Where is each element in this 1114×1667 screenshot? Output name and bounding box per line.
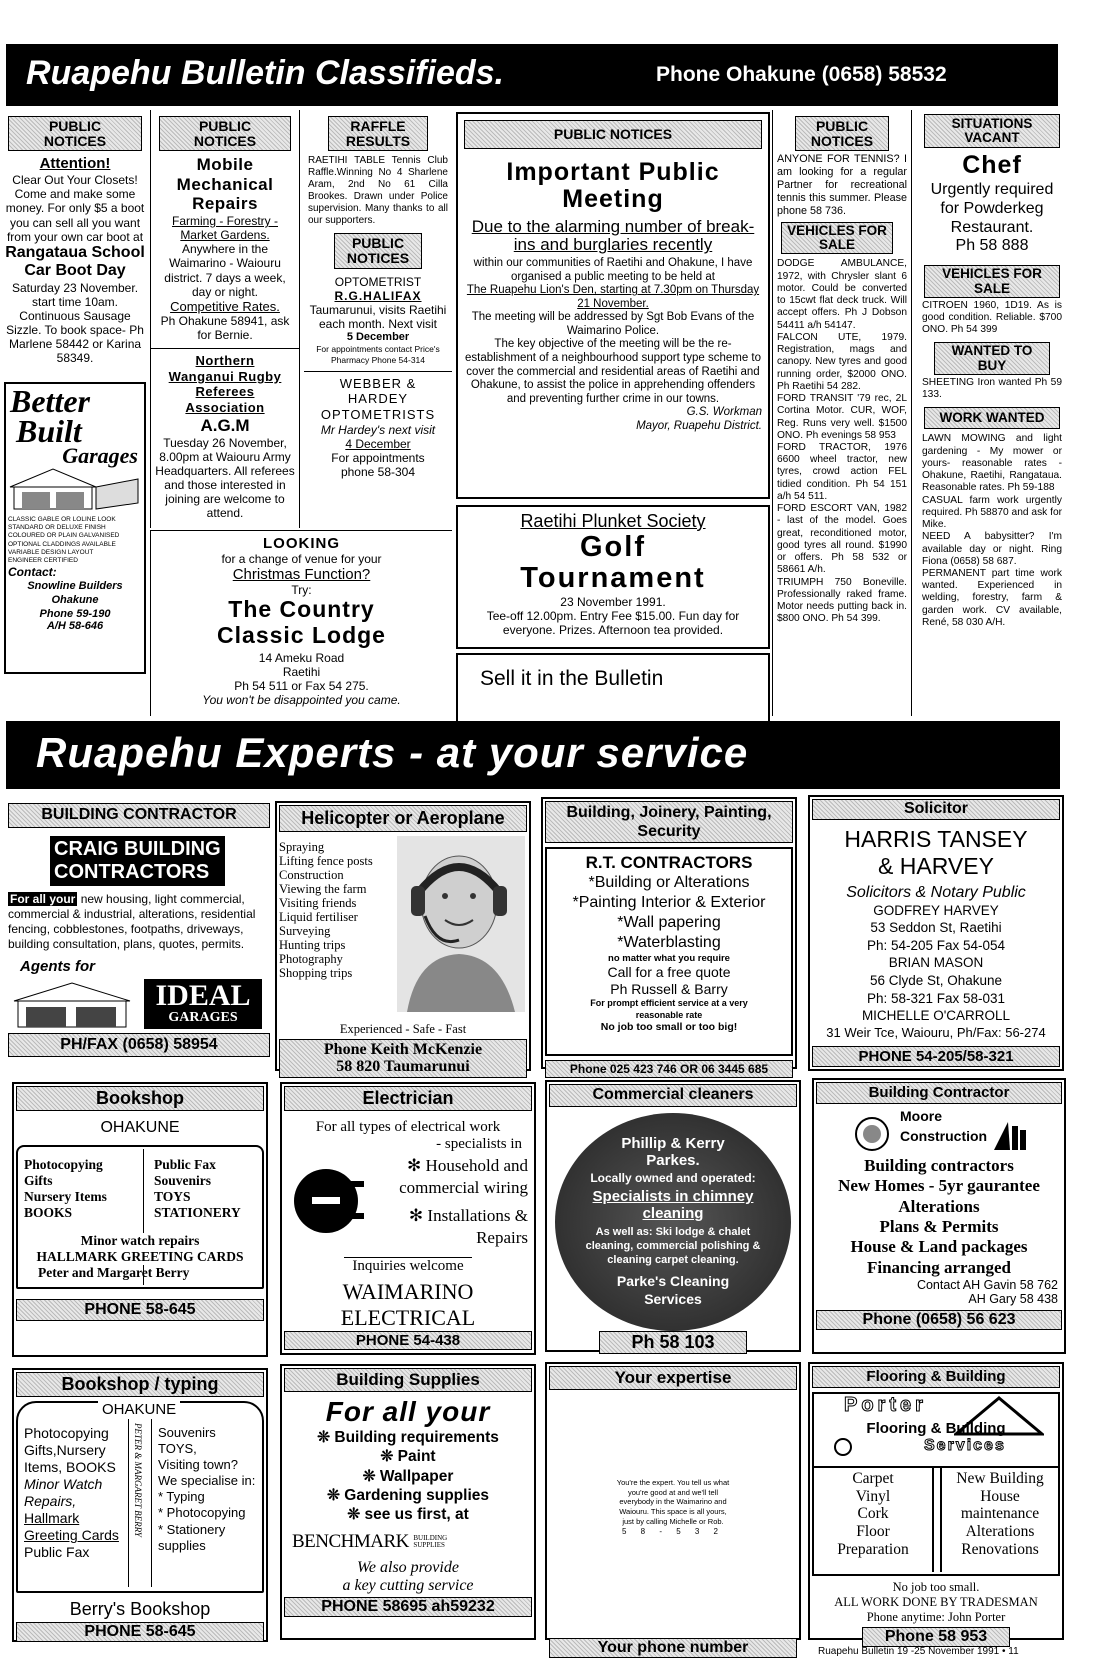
heli-item: Liquid fertiliser <box>279 909 358 924</box>
feature-item: OPTIONAL CLADDINGS AVAILABLE <box>8 540 116 548</box>
col6-chef: Chef <box>962 151 1022 180</box>
roof-icon <box>954 1396 1044 1436</box>
heli-ad <box>275 801 531 1076</box>
moore-phone: Phone (0658) 56 623 <box>816 1310 1062 1330</box>
lodge-for: for a change of venue for your <box>221 552 382 566</box>
garage-illustration <box>8 467 142 511</box>
moore-line: House & Land packages <box>850 1237 1028 1257</box>
expertise-body: You're the expert. You tell us what you're good at and we'll tell everybody in the Waimarino and Waiouru. This space is all yours, just by calling Michelle or Rob. <box>616 1477 730 1526</box>
col1-title: Attention! <box>39 155 111 173</box>
col5-heading2: VEHICLES FOR SALE <box>781 222 893 254</box>
rt-line: Call for a free quote <box>607 964 731 981</box>
porter-service: Floor <box>856 1523 890 1541</box>
book2-spine: PETER & MARGARET BERRY <box>133 1422 143 1537</box>
porter-ad <box>808 1362 1064 1645</box>
col4-golf-body: Tee-off 12.00pm. Entry Fee $15.00. Fun day for everyone. Prizes. Afternoon tea provided. <box>486 608 740 637</box>
heli-tag: Experienced - Safe - Fast <box>339 1021 467 1036</box>
lodge-name: The Country Classic Lodge <box>217 596 386 649</box>
better-built-logo-3: Garages <box>62 443 138 469</box>
sol-sub: Solicitors & Notary Public <box>846 883 1026 901</box>
col4-p2: The meeting will be addressed by Sgt Bob Evans of the Waimarino Police. <box>471 311 755 337</box>
lodge-addr2: Raetihi <box>282 664 321 679</box>
supplies-heading: Building Supplies <box>284 1368 532 1392</box>
expertise-phone: Your phone number <box>549 1638 797 1658</box>
better-built-logo-2: Built <box>16 412 82 449</box>
vehicle-listing: FORD TRACTOR, 1976 6600 wheel tractor, new tyres, crowd action FEL tidied condition. Ph 54 151 a/h 54 511. <box>777 442 907 502</box>
moore-line: Alterations <box>898 1196 980 1216</box>
moore-contact: Contact AH Gavin 58 762 <box>916 1278 1058 1293</box>
col2-agm: A.G.M <box>200 415 250 435</box>
book-service: STATIONERY <box>154 1205 241 1221</box>
classifieds-banner <box>6 44 1058 106</box>
expertise-ad <box>545 1362 801 1656</box>
book2-service: Gifts,Nursery <box>24 1441 106 1458</box>
book2-service: Items, BOOKS <box>24 1459 116 1476</box>
rt-line: *Building or Alterations <box>588 874 750 892</box>
craig-agents: Agents for <box>20 957 95 975</box>
sol-contact: Ph: 58-321 Fax 58-031 <box>866 990 1006 1006</box>
sol-name-2: & HARVEY <box>878 852 994 879</box>
book2-name: Berry's Bookshop <box>69 1598 211 1619</box>
craig-name-2: CONTRACTORS <box>54 860 210 883</box>
col3-halifax-body: Taumarunui, visits Raetihi each month. Next visit <box>309 303 447 332</box>
rt-ad <box>541 797 797 1077</box>
experts-banner <box>6 721 1060 789</box>
lodge-tag: You won't be disappointed you came. <box>202 693 401 708</box>
porter-heading: Flooring & Building <box>812 1366 1060 1388</box>
craig-ad <box>8 803 270 1071</box>
elec-line: ✻ Installations & Repairs <box>408 1205 528 1247</box>
col1-body: Clear Out Your Closets! Come and make some money. For only $5 a boot you can sell all you want from your own car boot at <box>5 173 145 244</box>
col4-plunket: Raetihi Plunket Society <box>520 511 706 531</box>
book2-service: TOYS, <box>158 1441 197 1456</box>
book2-service: * Photocopying <box>158 1505 246 1521</box>
col6-chef-ph: Ph 58 888 <box>955 237 1029 255</box>
book-hallmark: HALLMARK GREETING CARDS <box>18 1249 262 1265</box>
col6-citroen: CITROEN 1960, 1D19. As is good condition. Reliable. $700 ONO. Ph 54 399 <box>922 299 1062 336</box>
heli-item: Lifting fence posts <box>279 853 373 868</box>
vehicle-listing: TRIUMPH 750 Boneville. Professionally raked frame. Motor needs putting back in. $800 ONO. Ph 54 399. <box>777 576 907 625</box>
moore-name-2: Construction <box>900 1127 988 1144</box>
rt-line: no matter what you require <box>608 953 730 965</box>
book-town: OHAKUNE <box>100 1118 180 1136</box>
heli-item: Hunting trips <box>279 937 346 952</box>
supplies-line: ❊ Building requirements <box>317 1428 499 1446</box>
porter-line: No job too small. <box>892 1579 980 1594</box>
sol-partner: GODFREY HARVEY <box>873 902 999 918</box>
book2-service: Repairs, <box>24 1493 77 1510</box>
col3-webber-date: 4 December <box>345 436 411 451</box>
porter-service: New Building <box>956 1469 1044 1487</box>
supplies-phone: PHONE 58695 ah59232 <box>284 1597 532 1617</box>
book2-heading: Bookshop / typing <box>16 1372 264 1397</box>
col4-p1u: The Ruapehu Lion's Den, starting at 7.30pm on Thursday 21 November. <box>466 284 760 310</box>
col4-p1: within our communities of Raetihi and Ohakune, I have organised a public meeting to be held at <box>473 257 753 283</box>
clean-line: Parke's Cleaning Services <box>616 1272 730 1307</box>
col3-raffle: RAETIHI TABLE Tennis Club Raffle.Winning No 4 Sharlene Aram, 2nd No 61 Cilla Brookes. Drawn under Police supervision. Many thanks to all our supporters. <box>308 155 448 227</box>
book2-service: Souvenirs <box>158 1424 216 1440</box>
craig-name-1: CRAIG BUILDING <box>54 837 221 860</box>
page-footer: Ruapehu Bulletin 19 -25 November 1991 • 11 <box>818 1646 1019 1657</box>
col6-heading: SITUATIONS VACANT <box>924 114 1060 148</box>
clean-line: As well as: Ski lodge & chalet cleaning, commercial polishing & cleaning carpet cleaning. <box>585 1226 761 1266</box>
clean-heading: Commercial cleaners <box>549 1084 797 1107</box>
benchmark-logo: BENCHMARK <box>292 1530 409 1552</box>
moore-name-1: Moore <box>900 1107 942 1124</box>
supplies-line: ❊ Paint <box>380 1448 436 1466</box>
col6-heading3: WANTED TO BUY <box>934 342 1050 374</box>
porter-service: maintenance <box>960 1505 1040 1523</box>
book2-service: Minor Watch <box>24 1476 103 1493</box>
book-service: TOYS <box>154 1189 191 1205</box>
craig-heading: BUILDING CONTRACTOR <box>8 803 270 828</box>
rt-line: *Waterblasting <box>617 934 721 952</box>
clean-line: Phillip & Kerry Parkes. <box>621 1134 725 1170</box>
moore-line: Building contractors <box>864 1155 1014 1175</box>
plug-icon <box>292 1161 364 1241</box>
heli-item: Surveying <box>279 923 331 938</box>
moore-line: Financing arranged <box>866 1257 1012 1277</box>
col2-body: Anywhere in the Waimarino - Waiouru district. 7 days a week, day or night. <box>164 242 286 299</box>
porter-service: Carpet <box>852 1469 894 1487</box>
vehicle-listing: DODGE AMBULANCE, 1972, with Chrysler slant 6 motor. Could be converted to 15cwt flat deck truck. Will accept offers. Ph J Dobson 54411 a/h 54147. <box>777 258 907 331</box>
heli-item: Visiting friends <box>279 895 357 910</box>
col5-tennis: ANYONE FOR TENNIS? I am looking for a regular Partner for recreational tennis this summer. Please phone 58 736. <box>777 153 907 218</box>
lodge-phone: Ph 54 511 or Fax 54 275. <box>234 679 369 694</box>
col1-heading: PUBLIC NOTICES <box>8 116 142 151</box>
sell-box <box>456 653 770 731</box>
work-wanted-item: NEED A babysitter? I'm available day or night. Ring Fiona (0658) 58 687. <box>922 531 1062 567</box>
col6-sheeting: SHEETING Iron wanted Ph 59 133. <box>922 376 1062 401</box>
col4-golf: Golf Tournament <box>520 531 706 595</box>
rt-line: *Painting Interior & Exterior <box>572 894 766 912</box>
elec-heading: Electrician <box>284 1086 532 1111</box>
elec-ad <box>280 1082 536 1355</box>
col5 <box>772 110 912 716</box>
col2-title: Mobile Mechanical Repairs <box>176 155 274 214</box>
col4-sig2: Mayor, Ruapehu District. <box>636 419 762 432</box>
moore-seal-icon <box>854 1116 890 1152</box>
moore-line: New Homes - 5yr gaurantee <box>838 1176 1040 1196</box>
book2-service: Photocopying <box>24 1424 109 1441</box>
rt-heading: Building, Joinery, Painting, Security <box>545 801 793 843</box>
lodge-looking: LOOKING <box>263 535 340 552</box>
better-built-phone: Phone 59-190 <box>39 607 111 620</box>
col4-p3: The key objective of the meeting will be the re-establishment of a neighbourhood support type scheme to cover the commercial and residential areas of Raetihi and Ohakune, to assist the police in apprehending offenders and preventing further crime in our towns. <box>465 338 761 405</box>
col2 <box>150 110 300 528</box>
moore-line: Plans & Permits <box>879 1216 999 1236</box>
clean-phone: Ph 58 103 <box>599 1331 747 1354</box>
moore-ad <box>812 1078 1066 1354</box>
rt-line: Ph Russell & Barry <box>610 981 728 998</box>
feature-item: COLOURED OR PLAIN GALVANISED <box>8 532 120 540</box>
rt-phone: Phone 025 423 746 OR 06 3445 685 <box>545 1060 793 1078</box>
supplies-line: ❊ see us first, at <box>347 1506 469 1524</box>
col4-sig1: G.S. Workman <box>686 406 762 419</box>
porter-phone: Phone 58 953 <box>862 1627 1010 1647</box>
mc-logo-icon <box>992 1120 1028 1152</box>
vehicle-listing: FORD ESCORT VAN, 1982 - last of the model. Goes great, reconditioned motor, good tyres all round. $1990 or offers. Ph 58 532 or 58661 A/h. <box>777 503 907 576</box>
book-service: Nursery Items <box>24 1189 107 1205</box>
book-watch: Minor watch repairs <box>80 1232 200 1248</box>
supplies-ad <box>280 1364 536 1640</box>
heli-item: Shopping trips <box>279 965 353 980</box>
porter-service: House <box>980 1487 1020 1505</box>
col5-heading: PUBLIC NOTICES <box>795 116 889 151</box>
book2-service: Public Fax <box>24 1544 90 1561</box>
col3-webber-appt: For appointments phone 58-304 <box>331 450 425 479</box>
col4-sell: Sell it in the Bulletin <box>480 667 664 690</box>
better-built-contact-label: Contact: <box>8 564 57 579</box>
supplies-line: ❊ Wallpaper <box>362 1467 454 1485</box>
supplies-line: a key cutting service <box>342 1576 474 1594</box>
porter-services: Services <box>924 1436 1006 1454</box>
sol-contact: Ph: 54-205 Fax 54-054 <box>866 937 1006 953</box>
benchmark-sub: BUILDING SUPPLIES <box>413 1534 448 1550</box>
classifieds-phone: Phone Ohakune (0658) 58532 <box>656 63 947 86</box>
col4-golf-date: 23 November 1991. <box>560 594 666 609</box>
supplies-line: ❊ Gardening supplies <box>327 1486 489 1504</box>
heli-item: Viewing the farm <box>279 881 367 896</box>
col2-contact: Ph Ohakune 58941, ask for Bernie. <box>160 313 290 343</box>
ideal-logo-2: GARAGES <box>168 1009 238 1025</box>
craig-body: new housing, light commercial, commercial & industrial, alterations, residential fencing, cobblestones, footpaths, driveways, building consultation, plans, quotes, permits. <box>8 891 256 951</box>
better-built-ad <box>4 382 146 674</box>
book2-town: OHAKUNE <box>98 1401 180 1418</box>
elec-name-2: ELECTRICAL <box>340 1304 476 1330</box>
book-service: Gifts <box>24 1173 53 1189</box>
col3-appt: For appointments contact Price's Pharmacy Phone 54-314 <box>316 344 440 365</box>
better-built-features <box>8 516 142 565</box>
book-owners: Peter and Margaret Berry <box>38 1264 190 1280</box>
col6-heading2: VEHICLES FOR SALE <box>924 265 1060 297</box>
col1-details: Saturday 23 November. start time 10am. Continuous Sausage Sizzle. To book space- Ph Marlene 58442 or Karina 58349. <box>6 280 144 366</box>
lodge-try: Try: <box>291 583 312 598</box>
ideal-garage-icon <box>12 979 142 1029</box>
feature-item: STANDARD OR DELUXE FINISH <box>8 524 106 532</box>
porter-logo: Porter <box>844 1393 927 1416</box>
sol-partner: BRIAN MASON <box>888 955 984 971</box>
moore-heading: Building Contractor <box>816 1082 1062 1104</box>
porter-service: Alterations <box>965 1523 1035 1541</box>
porter-service: Vinyl <box>855 1487 891 1505</box>
heli-item: Spraying <box>279 839 325 854</box>
sol-address: 53 Seddon St, Raetihi <box>870 920 1002 936</box>
rt-line: For prompt efficient service at a very reasonable rate <box>590 997 748 1020</box>
porter-service: Preparation <box>837 1541 909 1558</box>
sol-name-1: HARRIS TANSEY <box>844 825 1028 852</box>
book2-service: Visiting town? <box>158 1457 238 1473</box>
book2-ad <box>12 1368 268 1642</box>
col2-agm-body: Tuesday 26 November, 8.00pm at Waiouru Army Headquarters. All referees and those interested in joining are welcome to attend. <box>155 435 295 521</box>
book2-phone: PHONE 58-645 <box>16 1622 264 1642</box>
work-wanted-item: CASUAL farm work urgently required. Ph 58870 and ask for Mike. <box>922 494 1062 531</box>
col1 <box>4 110 146 716</box>
book-phone: PHONE 58-645 <box>16 1299 264 1321</box>
lodge-xmas: Christmas Function? <box>232 566 371 584</box>
supplies-line: We also provide <box>357 1558 459 1576</box>
vehicle-listing: FORD TRANSIT '79 rec, 2L Cortina Motor. CUR, WOF, Reg. Runs very well. $1500 ONO. Ph evenings 58 953 <box>777 393 907 441</box>
lodge-ad <box>150 530 452 716</box>
sol-heading: Solicitor <box>812 799 1060 820</box>
elec-line: ✻ Household and commercial wiring <box>399 1155 528 1197</box>
public-meeting-box <box>456 112 770 499</box>
clean-line: Locally owned and operated: <box>590 1171 756 1186</box>
col3-heading: RAFFLE RESULTS <box>328 116 428 151</box>
col6 <box>922 110 1062 716</box>
elec-line: - specialists in <box>436 1135 522 1152</box>
col3-date: 5 December <box>346 331 410 344</box>
sol-phone: PHONE 54-205/58-321 <box>812 1046 1060 1067</box>
book-service: Public Fax <box>154 1156 216 1172</box>
col3-heading2: PUBLIC NOTICES <box>334 233 422 268</box>
clean-line: Specialists in chimney cleaning <box>592 1188 754 1222</box>
porter-line: ALL WORK DONE BY TRADESMAN <box>834 1594 1038 1609</box>
book-service: BOOKS <box>24 1205 73 1221</box>
col3-halifax: R.G.HALIFAX <box>334 288 422 303</box>
col2-rugby: Northern Wanganui Rugby Referees Association <box>168 353 282 416</box>
expertise-digits: 5 8 - 5 3 2 <box>621 1526 725 1536</box>
book-service: Souvenirs <box>154 1173 212 1189</box>
porter-service: Renovations <box>961 1541 1039 1558</box>
book2-service: Greeting Cards <box>24 1527 119 1544</box>
feature-item: VARIABLE DESIGN LAYOUT <box>8 548 94 556</box>
better-built-logo-1: Better <box>10 382 90 419</box>
ideal-logo-1: IDEAL <box>155 978 251 1012</box>
elec-line: For all types of electrical work <box>315 1118 501 1135</box>
col4 <box>456 112 770 716</box>
rt-line: *Wall papering <box>617 914 721 932</box>
supplies-line: For all your <box>325 1395 491 1427</box>
col6-heading4: WORK WANTED <box>924 407 1060 429</box>
craig-phone: PH/FAX (0658) 58954 <box>8 1033 270 1057</box>
rt-name: R.T. CONTRACTORS <box>585 853 753 873</box>
work-wanted-item: PERMANENT part time work wanted. Experienced in welding, forestry, farm & garden work. CV available, René, 58 030 A/H. <box>922 568 1062 628</box>
book2-service: We specialise in: <box>158 1473 256 1489</box>
col3-webber-next: Mr Hardey's next visit <box>320 422 436 437</box>
porter-line: Phone anytime: John Porter <box>866 1609 1006 1624</box>
vehicle-listing: FALCON UTE, 1979. Registration, mags and canopy. New tyres and good running order, $2000 ONO. Ph Raetihi 54 282. <box>777 331 907 392</box>
col3 <box>304 110 452 528</box>
col6-chef-body: Urgently required for Powderkeg Restaurant. <box>930 180 1054 237</box>
better-built-ah: A/H 58-646 <box>46 619 104 632</box>
col4-title: Important Public Meeting <box>506 157 720 214</box>
col3-opt: OPTOMETRIST <box>334 274 422 289</box>
moore-contact: AH Gary 58 438 <box>968 1292 1058 1307</box>
col4-heading: PUBLIC NOTICES <box>464 120 762 149</box>
golf-box <box>456 505 770 649</box>
col2-heading: PUBLIC NOTICES <box>159 116 291 151</box>
heli-heading: Helicopter or Aeroplane <box>279 805 527 832</box>
book2-service: Hallmark <box>24 1510 80 1527</box>
book2-service: supplies <box>158 1537 206 1553</box>
col2-rates: Competitive Rates. <box>170 298 280 314</box>
sol-address: 56 Clyde St, Ohakune <box>869 972 1003 988</box>
expertise-heading: Your expertise <box>549 1366 797 1390</box>
feature-item: ENGINEER CERTIFIED <box>8 556 78 564</box>
heli-phone-2: 58 820 Taumarunui <box>336 1058 470 1076</box>
sol-address: 31 Weir Tce, Waiouru, Ph/Fax: 56-274 <box>826 1024 1046 1040</box>
col3-webber: WEBBER & HARDEY OPTOMETRISTS <box>320 375 436 422</box>
col1-event: Rangataua School Car Boot Day <box>5 243 145 280</box>
better-built-contact: Snowline Builders Ohakune <box>27 579 123 607</box>
elec-name-1: WAIMARINO <box>342 1278 474 1304</box>
book2-service: * Stationery <box>158 1521 226 1537</box>
book-service: Photocopying <box>24 1156 103 1172</box>
heli-item: Photography <box>279 951 343 966</box>
elec-phone: PHONE 54-438 <box>284 1331 532 1350</box>
floor-sander-icon <box>828 1437 858 1457</box>
col2-sub: Farming - Forestry - Market Gardens. <box>171 214 278 243</box>
porter-service: Cork <box>857 1505 889 1523</box>
experts-title: Ruapehu Experts - at your service <box>36 729 749 776</box>
heli-phone-1: Phone Keith McKenzie <box>323 1040 483 1058</box>
book-ad <box>12 1082 268 1357</box>
elec-inquiries: Inquiries welcome <box>352 1257 464 1274</box>
porter-sub: Flooring & Building <box>866 1419 1006 1437</box>
lodge-addr1: 14 Ameku Road <box>258 650 345 665</box>
heli-item: Construction <box>279 867 344 882</box>
sol-partner: MICHELLE O'CARROLL <box>861 1008 1011 1024</box>
rt-line: No job too small or too big! <box>600 1021 738 1034</box>
book2-service: * Typing <box>158 1489 205 1505</box>
sol-ad <box>808 795 1064 1071</box>
work-wanted-item: LAWN MOWING and light gardening - My mower or yours- reasonable rates - Ohakune, Raetihi, Rangataua. Reasonable rates. Ph 59-188 <box>922 433 1062 494</box>
classifieds-title: Ruapehu Bulletin Classifieds. <box>26 54 504 92</box>
book-heading: Bookshop <box>16 1086 264 1111</box>
craig-forall: For all your <box>10 891 76 906</box>
pilot-photo <box>397 836 525 1012</box>
clean-ad <box>545 1080 801 1352</box>
feature-item: CLASSIC GABLE OR LOLINE LOOK <box>8 516 116 524</box>
col4-sub: Due to the alarming number of break-ins and burglaries recently <box>471 216 755 255</box>
